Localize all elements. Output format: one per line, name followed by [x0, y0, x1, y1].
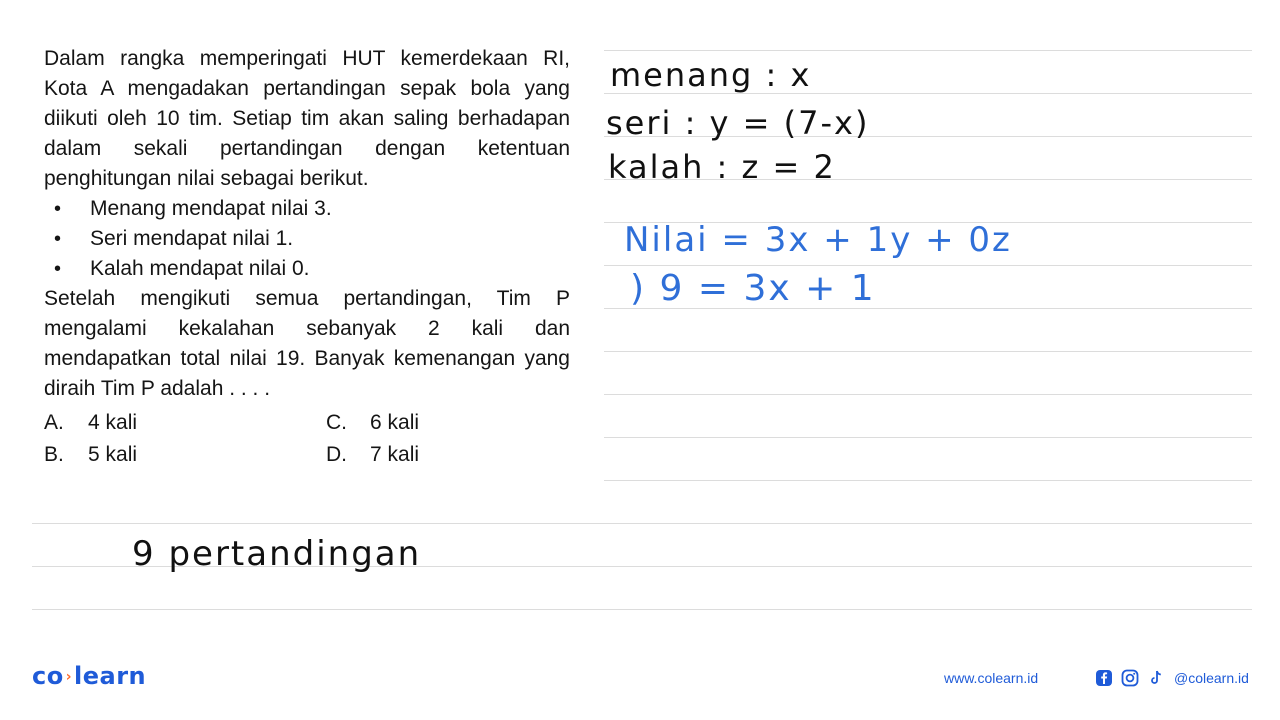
- option-b[interactable]: [44, 440, 326, 470]
- ruled-line: [604, 480, 1252, 481]
- option-text: 6 kali: [370, 411, 420, 434]
- hw-pertandingan: 9 pertandingan: [132, 534, 422, 574]
- hw-menang: menang : x: [610, 56, 812, 94]
- option-letter: A.: [44, 411, 64, 434]
- ruled-line: [32, 566, 1252, 567]
- question-intro: Dalam rangka memperingati HUT kemerdekaan RI, Kota A mengadakan pertandingan sepak bola yang diikuti oleh 10 tim. Setiap tim akan saling berhadapan dalam sekali pertandingan dengan ketentuan penghitungan nilai sebagai berikut.: [44, 47, 570, 190]
- ruled-line: [604, 50, 1252, 51]
- rule-draw: • Seri mendapat nilai 1.: [44, 224, 570, 254]
- hw-kalah: kalah : z = 2: [608, 148, 836, 186]
- logo-dot-icon: ›: [65, 669, 72, 685]
- option-letter: B.: [44, 443, 64, 466]
- logo-co: co: [32, 662, 64, 690]
- tiktok-icon[interactable]: [1146, 668, 1166, 688]
- ruled-line: [604, 351, 1252, 352]
- rule-loss: • Kalah mendapat nilai 0.: [44, 254, 570, 284]
- option-letter: C.: [326, 411, 347, 434]
- ruled-line: [32, 609, 1252, 610]
- option-text: 7 kali: [370, 443, 420, 466]
- option-text: 5 kali: [88, 443, 138, 466]
- ruled-line: [604, 394, 1252, 395]
- answer-options: [44, 408, 570, 470]
- option-letter: D.: [326, 443, 347, 466]
- ruled-line: [604, 437, 1252, 438]
- hw-seri: seri : y = (7-x): [606, 104, 870, 142]
- option-text: 4 kali: [88, 411, 138, 434]
- instagram-icon[interactable]: [1120, 668, 1140, 688]
- social-handle[interactable]: @colearn.id: [1174, 670, 1249, 686]
- ruled-line: [604, 93, 1252, 94]
- ruled-line: [32, 523, 1252, 524]
- ruled-line: [604, 136, 1252, 137]
- option-d[interactable]: [326, 440, 570, 470]
- ruled-line: [604, 222, 1252, 223]
- hw-nilai: Nilai = 3x + 1y + 0z: [624, 220, 1012, 260]
- logo-learn: learn: [74, 662, 147, 690]
- scoring-rules-list: [44, 194, 570, 284]
- social-links: [1094, 668, 1249, 688]
- ruled-line: [604, 179, 1252, 180]
- question-body: Setelah mengikuti semua pertandingan, Tim P mengalami kekalahan sebanyak 2 kali dan mendapatkan total nilai 19. Banyak kemenangan yang diraih Tim P adalah . . . .: [44, 287, 570, 400]
- ruled-line: [604, 265, 1252, 266]
- option-a[interactable]: [44, 408, 326, 438]
- colearn-logo: [32, 662, 146, 690]
- ruled-line: [604, 308, 1252, 309]
- hw-equation: ) 9 = 3x + 1: [630, 268, 876, 309]
- rule-win: • Menang mendapat nilai 3.: [44, 194, 570, 224]
- website-url[interactable]: www.colearn.id: [944, 670, 1039, 686]
- option-c[interactable]: [326, 408, 570, 438]
- question-block: [44, 44, 570, 470]
- facebook-icon[interactable]: [1094, 668, 1114, 688]
